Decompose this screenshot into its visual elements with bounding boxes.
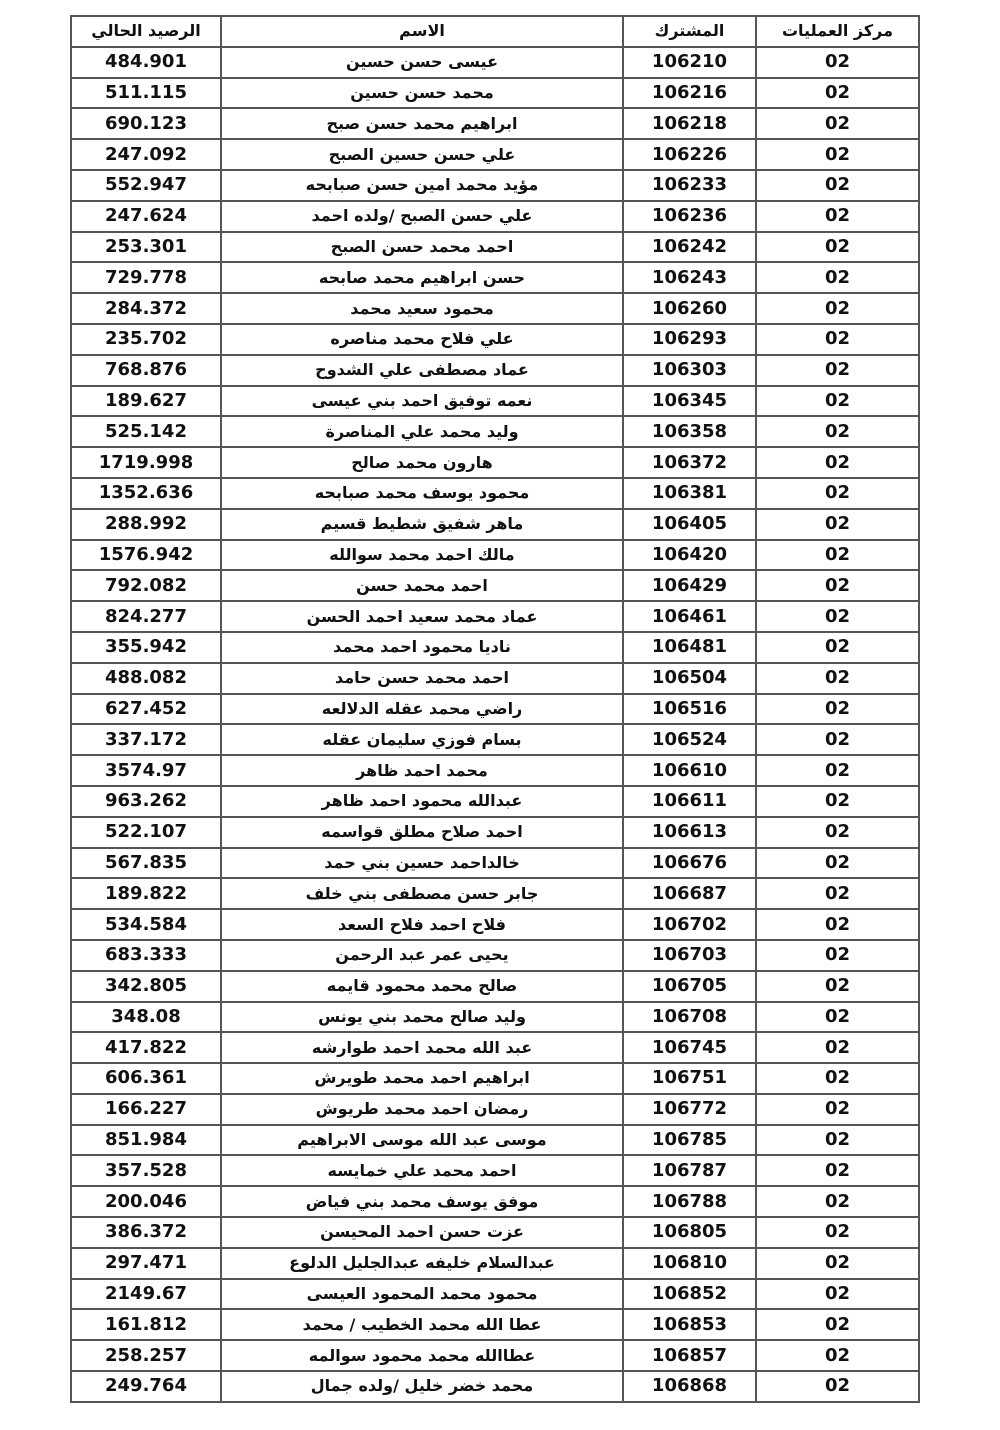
- center-cell: 02: [756, 355, 919, 386]
- header-operations-center: مركز العمليات: [756, 16, 919, 47]
- table-row: [71, 1248, 919, 1279]
- subscriber-cell: 106516: [623, 694, 756, 725]
- table-row: [71, 108, 919, 139]
- center-cell: 02: [756, 78, 919, 109]
- table-row: [71, 355, 919, 386]
- balance-cell: 417.822: [71, 1032, 221, 1063]
- center-cell: 02: [756, 1371, 919, 1402]
- center-cell: 02: [756, 755, 919, 786]
- center-cell: 02: [756, 1125, 919, 1156]
- subscriber-cell: 106243: [623, 262, 756, 293]
- balance-cell: 1352.636: [71, 478, 221, 509]
- name-cell: وليد صالح محمد بني يونس: [221, 1002, 623, 1033]
- subscriber-cell: 106504: [623, 663, 756, 694]
- subscriber-cell: 106810: [623, 1248, 756, 1279]
- subscriber-cell: 106703: [623, 940, 756, 971]
- center-cell: 02: [756, 108, 919, 139]
- center-cell: 02: [756, 201, 919, 232]
- subscriber-cell: 106852: [623, 1279, 756, 1310]
- balance-cell: 522.107: [71, 817, 221, 848]
- subscriber-cell: 106242: [623, 232, 756, 263]
- name-cell: مالك احمد محمد سوالله: [221, 540, 623, 571]
- name-cell: احمد محمد حسن حامد: [221, 663, 623, 694]
- subscriber-cell: 106429: [623, 570, 756, 601]
- center-cell: 02: [756, 293, 919, 324]
- table-row: [71, 478, 919, 509]
- center-cell: 02: [756, 1032, 919, 1063]
- table-row: [71, 724, 919, 755]
- center-cell: 02: [756, 878, 919, 909]
- subscriber-cell: 106226: [623, 139, 756, 170]
- center-cell: 02: [756, 447, 919, 478]
- header-subscriber: المشترك: [623, 16, 756, 47]
- table-header-row: [71, 16, 919, 47]
- balance-cell: 690.123: [71, 108, 221, 139]
- name-cell: علي حسن حسين الصبح: [221, 139, 623, 170]
- subscriber-cell: 106481: [623, 632, 756, 663]
- name-cell: محمد احمد ظاهر: [221, 755, 623, 786]
- subscriber-cell: 106805: [623, 1217, 756, 1248]
- balance-cell: 235.702: [71, 324, 221, 355]
- name-cell: علي حسن الصبح /ولده احمد: [221, 201, 623, 232]
- center-cell: 02: [756, 1217, 919, 1248]
- center-cell: 02: [756, 1063, 919, 1094]
- table-body: [71, 47, 919, 1402]
- balance-cell: 567.835: [71, 848, 221, 879]
- name-cell: محمود محمد المحمود العيسى: [221, 1279, 623, 1310]
- center-cell: 02: [756, 694, 919, 725]
- name-cell: احمد محمد حسن: [221, 570, 623, 601]
- table-row: [71, 509, 919, 540]
- balance-cell: 824.277: [71, 601, 221, 632]
- subscriber-cell: 106218: [623, 108, 756, 139]
- subscriber-cell: 106293: [623, 324, 756, 355]
- subscriber-cell: 106705: [623, 971, 756, 1002]
- name-cell: يحيى عمر عبد الرحمن: [221, 940, 623, 971]
- center-cell: 02: [756, 1340, 919, 1371]
- balance-cell: 552.947: [71, 170, 221, 201]
- balance-cell: 3574.97: [71, 755, 221, 786]
- center-cell: 02: [756, 262, 919, 293]
- name-cell: حسن ابراهيم محمد صابحه: [221, 262, 623, 293]
- balance-cell: 792.082: [71, 570, 221, 601]
- subscriber-cell: 106751: [623, 1063, 756, 1094]
- balance-cell: 357.528: [71, 1155, 221, 1186]
- balance-cell: 166.227: [71, 1094, 221, 1125]
- center-cell: 02: [756, 416, 919, 447]
- name-cell: عزت حسن احمد المحيسن: [221, 1217, 623, 1248]
- subscriber-cell: 106702: [623, 909, 756, 940]
- name-cell: صالح محمد محمود قايمه: [221, 971, 623, 1002]
- center-cell: 02: [756, 632, 919, 663]
- table-row: [71, 47, 919, 78]
- name-cell: وليد محمد علي المناصرة: [221, 416, 623, 447]
- name-cell: عطاالله محمد محمود سوالمه: [221, 1340, 623, 1371]
- table-row: [71, 1371, 919, 1402]
- name-cell: ابراهيم احمد محمد طويرش: [221, 1063, 623, 1094]
- table-row: [71, 663, 919, 694]
- name-cell: عبدالسلام خليفه عبدالجليل الدلوع: [221, 1248, 623, 1279]
- balances-table: [70, 15, 920, 1403]
- subscriber-cell: 106216: [623, 78, 756, 109]
- name-cell: خالداحمد حسين بني حمد: [221, 848, 623, 879]
- balance-cell: 511.115: [71, 78, 221, 109]
- balance-cell: 768.876: [71, 355, 221, 386]
- balance-cell: 963.262: [71, 786, 221, 817]
- table-row: [71, 1217, 919, 1248]
- subscriber-cell: 106611: [623, 786, 756, 817]
- center-cell: 02: [756, 509, 919, 540]
- center-cell: 02: [756, 909, 919, 940]
- subscriber-cell: 106708: [623, 1002, 756, 1033]
- balance-cell: 284.372: [71, 293, 221, 324]
- balance-cell: 247.092: [71, 139, 221, 170]
- table-row: [71, 232, 919, 263]
- subscriber-cell: 106787: [623, 1155, 756, 1186]
- balance-cell: 484.901: [71, 47, 221, 78]
- balance-cell: 386.372: [71, 1217, 221, 1248]
- table-row: [71, 694, 919, 725]
- center-cell: 02: [756, 540, 919, 571]
- table-row: [71, 201, 919, 232]
- table-row: [71, 416, 919, 447]
- subscriber-cell: 106610: [623, 755, 756, 786]
- table-row: [71, 262, 919, 293]
- center-cell: 02: [756, 478, 919, 509]
- table-row: [71, 447, 919, 478]
- subscriber-cell: 106381: [623, 478, 756, 509]
- balance-cell: 525.142: [71, 416, 221, 447]
- balance-cell: 189.822: [71, 878, 221, 909]
- name-cell: بسام فوزي سليمان عقله: [221, 724, 623, 755]
- name-cell: محمود سعيد محمد: [221, 293, 623, 324]
- name-cell: نعمه توفيق احمد بني عيسى: [221, 386, 623, 417]
- table-row: [71, 786, 919, 817]
- subscriber-cell: 106260: [623, 293, 756, 324]
- balance-cell: 200.046: [71, 1186, 221, 1217]
- center-cell: 02: [756, 1248, 919, 1279]
- balance-cell: 729.778: [71, 262, 221, 293]
- name-cell: محمد حسن حسين: [221, 78, 623, 109]
- subscriber-cell: 106772: [623, 1094, 756, 1125]
- table-row: [71, 1340, 919, 1371]
- table-row: [71, 1186, 919, 1217]
- balance-cell: 249.764: [71, 1371, 221, 1402]
- name-cell: راضي محمد عقله الدلالعه: [221, 694, 623, 725]
- name-cell: عماد محمد سعيد احمد الحسن: [221, 601, 623, 632]
- table-row: [71, 601, 919, 632]
- subscriber-cell: 106303: [623, 355, 756, 386]
- name-cell: محمود يوسف محمد صبابحه: [221, 478, 623, 509]
- name-cell: مؤيد محمد امين حسن صبابحه: [221, 170, 623, 201]
- name-cell: محمد خضر خليل /ولده جمال: [221, 1371, 623, 1402]
- table-row: [71, 324, 919, 355]
- subscriber-cell: 106233: [623, 170, 756, 201]
- subscriber-cell: 106461: [623, 601, 756, 632]
- center-cell: 02: [756, 940, 919, 971]
- name-cell: موسى عبد الله موسى الابراهيم: [221, 1125, 623, 1156]
- name-cell: احمد محمد علي خمايسه: [221, 1155, 623, 1186]
- center-cell: 02: [756, 570, 919, 601]
- name-cell: عماد مصطفى علي الشدوح: [221, 355, 623, 386]
- name-cell: ماهر شفيق شطيط قسيم: [221, 509, 623, 540]
- table-row: [71, 1063, 919, 1094]
- table-row: [71, 1309, 919, 1340]
- name-cell: علي فلاح محمد مناصره: [221, 324, 623, 355]
- table-row: [71, 1002, 919, 1033]
- name-cell: ابراهيم محمد حسن صبح: [221, 108, 623, 139]
- balance-cell: 534.584: [71, 909, 221, 940]
- subscriber-cell: 106405: [623, 509, 756, 540]
- center-cell: 02: [756, 170, 919, 201]
- subscriber-cell: 106788: [623, 1186, 756, 1217]
- name-cell: جابر حسن مصطفى بني خلف: [221, 878, 623, 909]
- center-cell: 02: [756, 601, 919, 632]
- subscriber-cell: 106236: [623, 201, 756, 232]
- subscriber-cell: 106210: [623, 47, 756, 78]
- subscriber-cell: 106857: [623, 1340, 756, 1371]
- subscriber-cell: 106687: [623, 878, 756, 909]
- subscriber-cell: 106358: [623, 416, 756, 447]
- name-cell: عبدالله محمود احمد ظاهر: [221, 786, 623, 817]
- table-row: [71, 1032, 919, 1063]
- name-cell: احمد محمد حسن الصبح: [221, 232, 623, 263]
- name-cell: ناديا محمود احمد محمد: [221, 632, 623, 663]
- table-row: [71, 386, 919, 417]
- header-name: الاسم: [221, 16, 623, 47]
- balance-cell: 1719.998: [71, 447, 221, 478]
- table-row: [71, 755, 919, 786]
- table-row: [71, 1279, 919, 1310]
- name-cell: موفق يوسف محمد بني فياض: [221, 1186, 623, 1217]
- table-row: [71, 540, 919, 571]
- balance-cell: 161.812: [71, 1309, 221, 1340]
- balance-cell: 342.805: [71, 971, 221, 1002]
- center-cell: 02: [756, 1309, 919, 1340]
- center-cell: 02: [756, 386, 919, 417]
- center-cell: 02: [756, 786, 919, 817]
- table-row: [71, 78, 919, 109]
- balance-cell: 348.08: [71, 1002, 221, 1033]
- balance-cell: 851.984: [71, 1125, 221, 1156]
- balance-cell: 2149.67: [71, 1279, 221, 1310]
- subscriber-cell: 106676: [623, 848, 756, 879]
- center-cell: 02: [756, 324, 919, 355]
- subscriber-cell: 106868: [623, 1371, 756, 1402]
- subscriber-cell: 106853: [623, 1309, 756, 1340]
- subscriber-cell: 106524: [623, 724, 756, 755]
- center-cell: 02: [756, 47, 919, 78]
- balance-cell: 253.301: [71, 232, 221, 263]
- table-row: [71, 293, 919, 324]
- balance-cell: 288.992: [71, 509, 221, 540]
- subscriber-cell: 106345: [623, 386, 756, 417]
- balance-cell: 297.471: [71, 1248, 221, 1279]
- table-row: [71, 632, 919, 663]
- center-cell: 02: [756, 1002, 919, 1033]
- balance-cell: 189.627: [71, 386, 221, 417]
- balance-cell: 355.942: [71, 632, 221, 663]
- subscriber-cell: 106372: [623, 447, 756, 478]
- table-row: [71, 1155, 919, 1186]
- name-cell: عطا الله محمد الخطيب / محمد: [221, 1309, 623, 1340]
- subscriber-cell: 106613: [623, 817, 756, 848]
- balance-cell: 488.082: [71, 663, 221, 694]
- center-cell: 02: [756, 848, 919, 879]
- table-row: [71, 1125, 919, 1156]
- center-cell: 02: [756, 1155, 919, 1186]
- balance-cell: 258.257: [71, 1340, 221, 1371]
- name-cell: عيسى حسن حسين: [221, 47, 623, 78]
- name-cell: احمد صلاح مطلق قواسمه: [221, 817, 623, 848]
- center-cell: 02: [756, 724, 919, 755]
- name-cell: رمضان احمد محمد طريوش: [221, 1094, 623, 1125]
- balance-cell: 1576.942: [71, 540, 221, 571]
- center-cell: 02: [756, 1094, 919, 1125]
- table-row: [71, 817, 919, 848]
- name-cell: هارون محمد صالح: [221, 447, 623, 478]
- balance-cell: 627.452: [71, 694, 221, 725]
- center-cell: 02: [756, 1186, 919, 1217]
- header-balance: الرصيد الحالي: [71, 16, 221, 47]
- center-cell: 02: [756, 139, 919, 170]
- subscriber-cell: 106785: [623, 1125, 756, 1156]
- center-cell: 02: [756, 1279, 919, 1310]
- table-row: [71, 909, 919, 940]
- table-row: [71, 170, 919, 201]
- subscriber-cell: 106420: [623, 540, 756, 571]
- table-row: [71, 878, 919, 909]
- table-row: [71, 1094, 919, 1125]
- table-row: [71, 971, 919, 1002]
- table-row: [71, 940, 919, 971]
- table-row: [71, 570, 919, 601]
- balance-cell: 606.361: [71, 1063, 221, 1094]
- balance-cell: 247.624: [71, 201, 221, 232]
- balance-cell: 337.172: [71, 724, 221, 755]
- center-cell: 02: [756, 232, 919, 263]
- center-cell: 02: [756, 817, 919, 848]
- table-row: [71, 139, 919, 170]
- name-cell: عبد الله محمد احمد طوارشه: [221, 1032, 623, 1063]
- center-cell: 02: [756, 663, 919, 694]
- subscriber-cell: 106745: [623, 1032, 756, 1063]
- table-row: [71, 848, 919, 879]
- center-cell: 02: [756, 971, 919, 1002]
- name-cell: فلاح احمد فلاح السعد: [221, 909, 623, 940]
- balance-cell: 683.333: [71, 940, 221, 971]
